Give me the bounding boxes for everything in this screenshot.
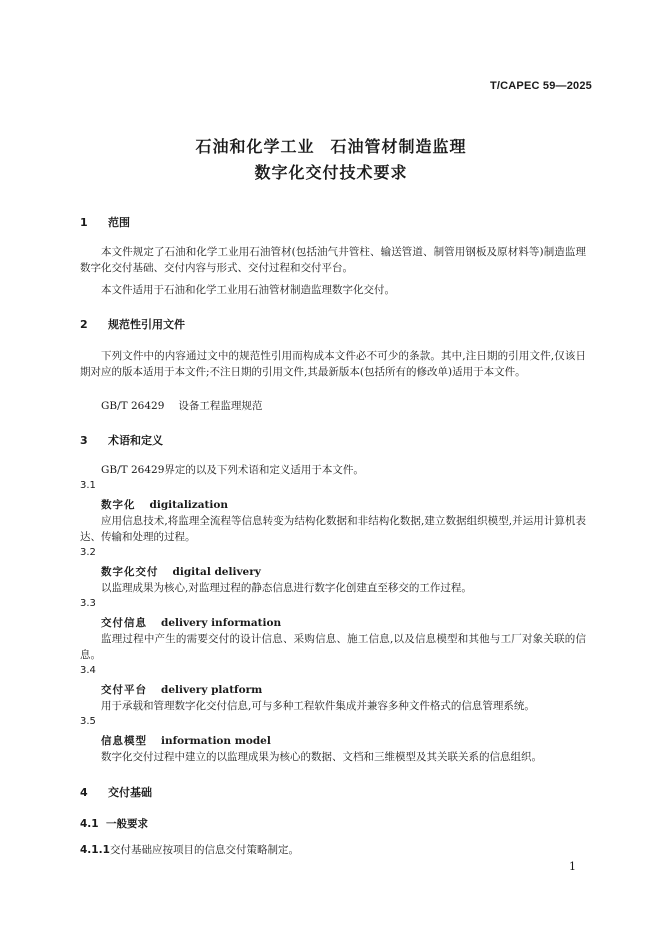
term-definition: 数字化交付过程中建立的以监理成果为核心的数据、文档和三维模型及其关联关系的信息组织。 [101,751,542,763]
section-2-paragraph-1: 下列文件中的内容通过文中的规范性引用而构成本文件必不可少的条款。其中,注日期的引用文件,仅该日期对应的版本适用于本文件;不注日期的引用文件,其最新版本(包括所有的修改单)适用于本文件。 [80,350,586,378]
subsection-title: 一般要求 [106,818,148,830]
term-number: 3.1 [80,480,96,491]
term-definition: 监理过程中产生的需要交付的设计信息、采购信息、施工信息,以及信息模型和其他与工厂对象关联的信息。 [80,633,586,661]
section-1-number: 1 [80,216,88,229]
term-definition: 用于承载和管理数字化交付信息,可与多种工程软件集成并兼容多种文件格式的信息管理系统。 [101,700,535,712]
term-english: digital delivery [172,566,261,578]
term-number: 3.4 [80,665,96,676]
clause-text: 交付基础应按项目的信息交付策略制定。 [110,844,299,856]
section-3-intro: GB/T 26429界定的以及下列术语和定义适用于本文件。 [101,464,364,476]
section-3-heading [80,432,163,448]
clause-number: 4.1.1 [80,844,110,856]
term-number: 3.5 [80,716,96,727]
term-english: delivery information [161,617,282,629]
term-definition: 以监理成果为核心,对监理过程的静态信息进行数字化创建直至移交的工作过程。 [101,582,472,594]
term-definition: 应用信息技术,将监理全流程等信息转变为结构化数据和非结构化数据,建立数据组织模型,并运用计算机表达、传输和处理的过程。 [80,515,586,543]
section-2-number: 2 [80,318,88,331]
term-english: delivery platform [161,684,263,696]
term-chinese: 交付平台 [101,684,147,696]
section-4-heading [80,784,152,800]
term-number: 3.3 [80,598,96,609]
term-heading [101,615,281,630]
subsection-number: 4.1 [80,818,99,830]
section-1-paragraph-1: 本文件规定了石油和化学工业用石油管材(包括油气井管柱、输送管道、制管用钢板及原材料等)制造监理数字化交付基础、交付内容与形式、交付过程和交付平台。 [80,246,586,274]
term-english: digitalization [149,499,229,511]
term-number: 3.2 [80,547,96,558]
section-3-title: 术语和定义 [108,434,163,447]
document-code: T/CAPEC 59—2025 [489,80,592,92]
page-number: 1 [569,860,576,873]
term-english: information model [161,735,271,747]
section-1-paragraph-2: 本文件适用于石油和化学工业用石油管材制造监理数字化交付。 [101,284,395,296]
section-1-title: 范围 [108,216,130,229]
clause-4-1-1 [80,842,299,857]
term-chinese: 数字化交付 [101,566,159,578]
term-heading [101,682,262,697]
section-3-number: 3 [80,434,88,447]
term-heading [101,564,261,579]
section-2-title: 规范性引用文件 [108,318,185,331]
term-chinese: 信息模型 [101,735,147,747]
section-1-heading [80,214,130,230]
title-part1: 石油和化学工业 [195,137,315,156]
reference-code: GB/T 26429 [101,400,165,412]
document-title-line1 [0,134,662,157]
section-2-heading [80,316,185,332]
term-heading [101,497,228,512]
subsection-4-1-heading [80,816,148,831]
section-4-title: 交付基础 [108,786,152,799]
reference-title: 设备工程监理规范 [178,400,263,412]
term-chinese: 数字化 [101,499,136,511]
term-heading [101,733,271,748]
term-chinese: 交付信息 [101,617,147,629]
normative-reference [101,398,262,414]
title-part2: 石油管材制造监理 [330,137,467,156]
section-4-number: 4 [80,786,88,799]
document-title-line2: 数字化交付技术要求 [254,163,408,182]
